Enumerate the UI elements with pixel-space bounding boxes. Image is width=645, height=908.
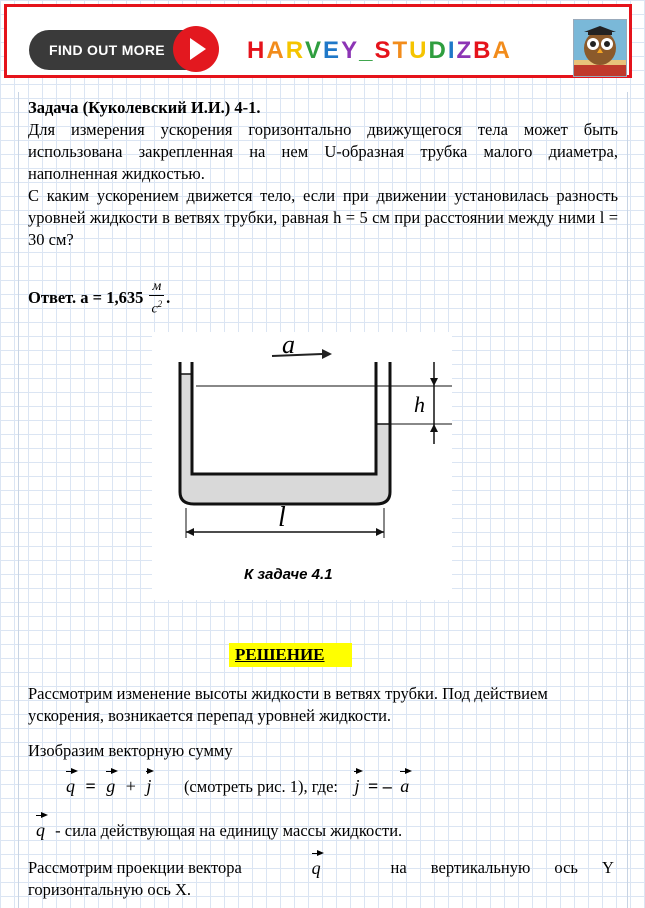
vector-j-2: j [354,776,360,796]
brand-letter: A [266,37,286,64]
brand-letter: A [492,37,512,64]
answer-text: Ответ. a = 1,635 [28,288,144,307]
answer-line: Ответ. a = 1,635 $\frac{м}{с^2}$ . [28,278,171,317]
vector-a: a [400,776,410,796]
brand-letter: Y [341,37,360,64]
solution-paragraph-4-line-2: горизонтальную ось X. [28,880,192,899]
problem-paragraph-2: С каким ускорением движется тело, если при движении установилась разность уровней жидкости в ветвях трубки, равная h = 5 см при расстоянии между ними l = 30 см? [28,186,618,249]
figure-label-a: a [282,330,295,359]
brand-letter: D [428,37,448,64]
figure-label-h: h [414,392,425,417]
solution-paragraph-3: q - сила действующая на единицу массы жидкости. [36,820,403,840]
owl-mascot-icon [573,19,627,77]
answer-unit-fraction [149,279,164,318]
brand-letter: B [473,37,493,64]
vector-q-3: q [311,858,321,878]
figure-label-l: l [278,502,286,533]
u-tube-figure [152,332,452,600]
find-out-more-label: FIND OUT MORE [49,42,165,58]
vector-q-2: q [36,820,45,840]
ad-banner[interactable] [4,4,632,78]
vector-j: j [146,776,152,796]
figure-caption: К задаче 4.1 [244,566,333,583]
problem-title: Задача (Куколевский И.И.) 4-1. [28,98,261,117]
solution-paragraph-2: Изобразим векторную сумму [28,741,233,760]
answer-unit-denominator: $с^2$ [151,298,163,317]
brand-letter: T [392,37,410,64]
vector-q: q [66,776,75,796]
vector-g: g [106,776,116,796]
brand-letter: R [285,37,306,64]
brand-letter: V [305,37,324,64]
brand-letter: I [447,37,457,64]
problem-paragraph-1: Для измерения ускорения горизонтально движущегося тела может быть использована закрепленная на нем U-образная трубка малого диаметра, наполненная жидкостью. [28,120,618,183]
brand-letter: H [247,37,267,64]
brand-letter: Z [456,37,474,64]
solution-paragraph-1: Рассмотрим изменение высоты жидкости в ветвях трубки. Под действием ускорения, возникается перепад уровней жидкости. [28,684,548,725]
brand-letter: U [409,37,429,64]
brand-letter: E [323,37,342,64]
equation-note: (смотреть рис. 1), где: [183,777,338,796]
vector-equation: q = g + j (смотреть рис. 1), где: j = – a [66,776,410,796]
find-out-more-button[interactable] [29,30,217,70]
solution-paragraph-4: Рассмотрим проекции вектора q на вертикальную ось Y [28,858,614,878]
brand-letter: _ [359,37,375,64]
solution-heading: РЕШЕНИЕ [229,643,352,667]
brand-letter: S [374,37,393,64]
play-icon [173,26,219,72]
answer-unit-numerator: м [149,279,164,296]
brand-logo[interactable] [247,37,512,65]
